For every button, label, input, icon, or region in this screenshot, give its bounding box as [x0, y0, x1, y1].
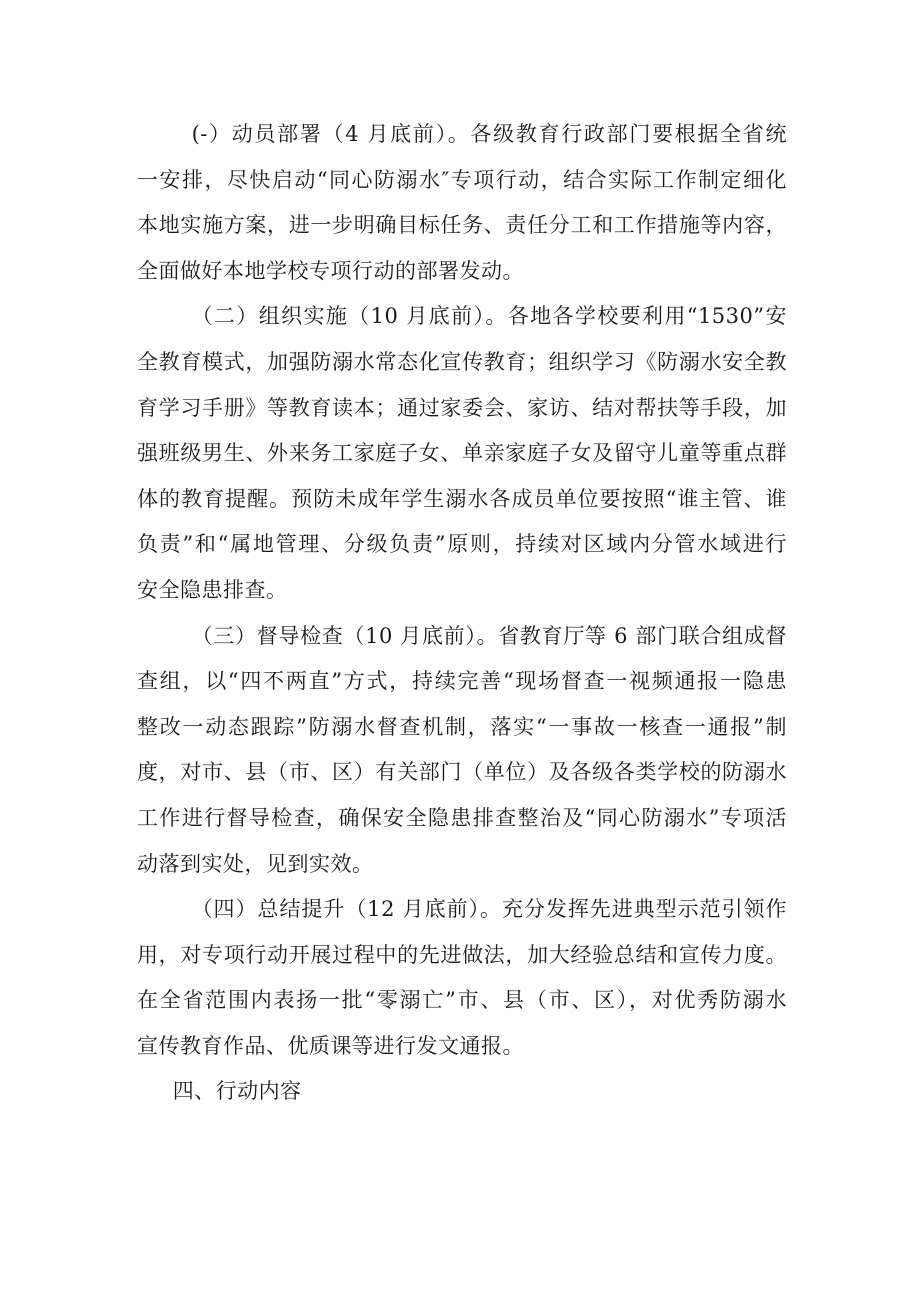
text-line: 负责”和“属地管理、分级负责”原则，持续对区域内分管水域进行 [137, 532, 787, 557]
text-line: 一安排，尽快启动“同心防溺水″专项行动，结合实际工作制定细化 [137, 167, 787, 192]
text-line: 强班级男生、外来务工家庭子女、单亲家庭子女及留守儿童等重点群 [137, 441, 787, 466]
text-line: 安全隐患排查。 [137, 577, 288, 602]
text-line: 查组，以“四不两直”方式，持续完善“现场督查一视频通报一隐患 [137, 669, 787, 694]
text-line: （二）组织实施（10 月底前）。各地各学校要利用“1530”安 [191, 304, 787, 329]
text-line: 育学习手册》等教育读本；通过家委会、家访、结对帮扶等手段，加 [137, 395, 787, 420]
text-line: 在全省范围内表扬一批“零溺亡”市、县（市、区），对优秀防溺水 [137, 988, 787, 1013]
text-line: 本地实施方案，进一步明确目标任务、责任分工和工作措施等内容， [137, 213, 787, 238]
paragraph-summary [137, 887, 787, 1069]
text-line: （四）总结提升（12 月底前）。充分发挥先进典型示范引领作 [191, 897, 787, 922]
text-line: 工作进行督导检查，确保安全隐患排查整治及“同心防溺水”专项活 [137, 805, 787, 830]
paragraph-implementation [137, 294, 787, 613]
text-line: 整改一动态跟踪”防溺水督查机制，落实“一事故一核查一通报”制 [137, 714, 787, 739]
text-line: (-）动员部署（4 月底前）。各级教育行政部门要根据全省统 [191, 122, 787, 146]
paragraph-mobilization [137, 112, 787, 294]
text-line: 用，对专项行动开展过程中的先进做法，加大经验总结和宣传力度。 [137, 942, 787, 967]
text-line: 全面做好本地学校专项行动的部署发动。 [137, 258, 524, 283]
text-line: 体的教育提醒。预防未成年学生溺水各成员单位要按照“谁主管、谁 [137, 486, 787, 511]
document-body [137, 112, 787, 1115]
paragraph-inspection [137, 614, 787, 888]
text-line: （三）督导检查（10 月底前）。省教育厅等 6 部门联合组成督 [191, 623, 787, 648]
text-line: 宣传教育作品、优质课等进行发文通报。 [137, 1033, 524, 1058]
text-line: 全教育模式，加强防溺水常态化宣传教育；组织学习《防溺水安全教 [137, 349, 787, 374]
section-heading: 四、行动内容 [172, 1079, 302, 1104]
text-line: 动落到实处，见到实效。 [137, 851, 374, 876]
text-line: 度，对市、县（市、区）有关部门（单位）及各级各类学校的防溺水 [137, 760, 787, 785]
